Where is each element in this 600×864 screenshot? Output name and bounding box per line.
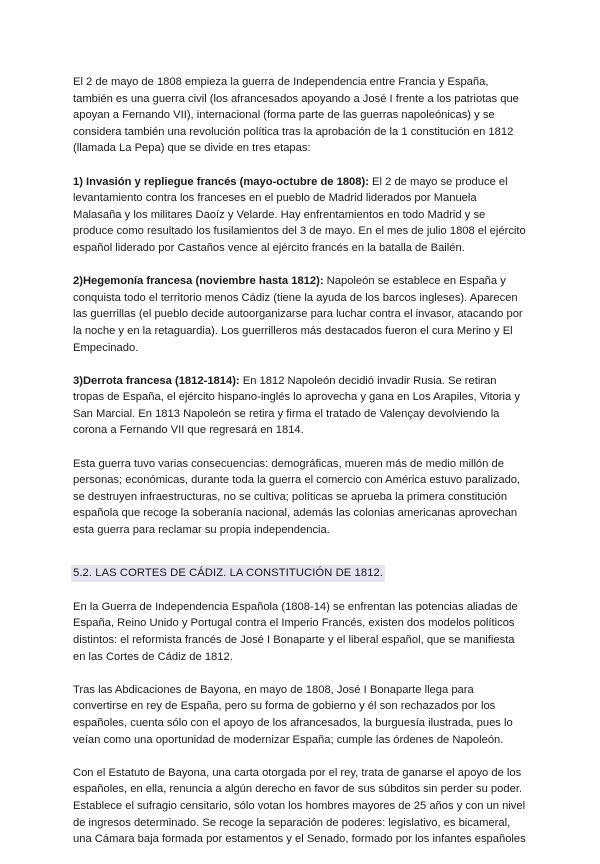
section-paragraph-1: En la Guerra de Independencia Española (1808-14) se enfrentan las potencias aliadas de España, Reino Unido y Portugal contra el Imperio Francés, existen dos modelos políticos distintos: el reformista francés de José I Bonaparte y el liberal español, que se manifiesta en las Cortes de Cádiz de 1812.: [73, 600, 518, 663]
stage-3-text: En 1812 Napoleón decidió invadir Rusia. Se retiran tropas de España, el ejército hispano-inglés lo aprovecha y gana en Los Arapiles, Vitoria y San Marcial. En 1813 Napoleón se retira y firma el tratado de Valençay devolviendo la corona a Fernando VII que regresará en 1814.: [73, 374, 520, 437]
stage-2-text: Napoleón se establece en España y conquista todo el territorio menos Cádiz (tiene la ayuda de los barcos ingleses). Aparecen las guerrillas (el pueblo decide autoorganizarse para luchar contra el invasor, atacando por la noche y en la retaguardia). Los guerrilleros más destacados fueron el cura Merino y El Empecinado.: [73, 275, 523, 354]
stage-3-heading: 3)Derrota francesa (1812-1814):: [73, 374, 240, 387]
document-body: [73, 74, 528, 864]
section-title: 5.2. LAS CORTES DE CÁDIZ. LA CONSTITUCIÓN DE 1812.: [71, 565, 385, 582]
stage-1-paragraph: [73, 174, 528, 257]
stage-2-paragraph: [73, 273, 528, 356]
stage-1-text: El 2 de mayo se produce el levantamiento contra los franceses en el pueblo de Madrid liderados por Manuela Malasaña y los militares Daoíz y Velarde. Hay enfrentamientos en todo Madrid y se produce como resultado los fusilamientos del 3 de mayo. En el mes de julio 1808 el ejército español liderado por Castaños vence al ejército francés en la batalla de Bailén.: [73, 175, 526, 254]
section-paragraph-2: Tras las Abdicaciones de Bayona, en mayo de 1808, José I Bonaparte llega para convertirse en rey de España, pero su forma de gobierno y él son rechazados por los españoles, cuenta sólo con el apoyo de los afrancesados, la burguesía ilustrada, pues lo veían como una oportunidad de modernizar España; cumple las órdenes de Napoleón.: [73, 683, 513, 746]
stage-1-heading: 1) Invasión y repliegue francés (mayo-octubre de 1808):: [73, 175, 369, 188]
stage-3-paragraph: [73, 373, 528, 439]
stage-2-heading: 2)Hegemonía francesa (noviembre hasta 1812):: [73, 275, 324, 288]
consequences-paragraph: Esta guerra tuvo varias consecuencias: demográficas, mueren más de medio millón de personas; económicas, durante toda la guerra el comercio con América estuvo paralizado, se destruyen infraestructuras, no se cultiva; políticas se aprueba la primera constitución española que recoge la soberanía nacional, además las colonias americanas aprovechan esta guerra para reclamar su propia independencia.: [73, 457, 521, 537]
intro-paragraph: El 2 de mayo de 1808 empieza la guerra de Independencia entre Francia y España, también es una guerra civil (los afrancesados apoyando a José I frente a los patriotas que apoyan a Fernando VII), internacional (forma parte de las guerras napoleónicas) y se considera también una revolución política tras la aprobación de la 1 constitución en 1812 (llamada La Pepa) que se divide en tres etapas:: [73, 76, 519, 155]
section-paragraph-3: Con el Estatuto de Bayona, una carta otorgada por el rey, trata de ganarse el apoyo de los españoles, en ella, renuncia a algún derecho en favor de sus súbditos sin perder su poder. Establece el sufragio censitario, sólo votan los hombres mayores de 25 años y con un nivel de ingresos determinado. Se recoge la separación de poderes: legislativo, es bicameral, una Cámara baja formada por estamentos y el Senado, formado por los infantes españoles: [73, 766, 526, 846]
